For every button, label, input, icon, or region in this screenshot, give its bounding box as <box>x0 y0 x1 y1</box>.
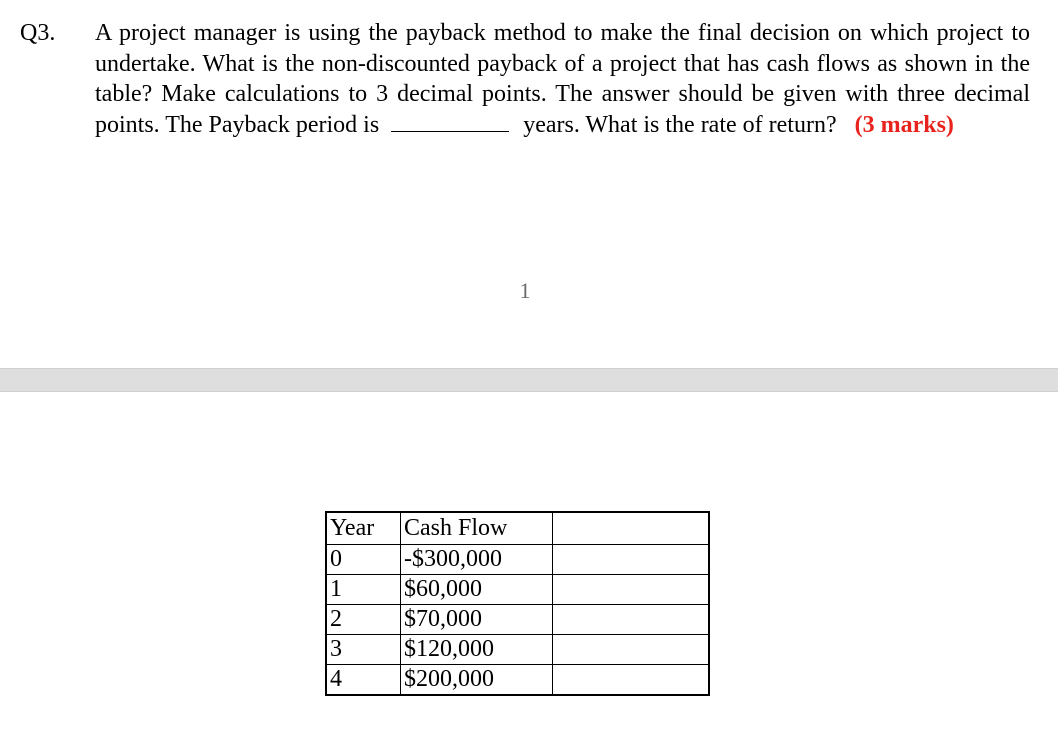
year-cell: 4 <box>326 665 401 696</box>
table-row <box>326 635 709 665</box>
header-cash-flow: Cash Flow <box>401 512 553 545</box>
empty-cell <box>553 575 710 605</box>
cash-flow-cell: $200,000 <box>401 665 553 696</box>
question-text <box>95 18 1030 140</box>
cash-flow-cell: $70,000 <box>401 605 553 635</box>
question-text-part1: A project manager is using the payback method to make the final decision on which project to undertake. What is the non-discounted payback of a project that has cash flows as shown in the table? Make calculations to 3 decimal points. The answer should be given with three decimal points. The Payback period is <box>95 20 1030 138</box>
table-row <box>326 665 709 696</box>
table-row <box>326 605 709 635</box>
page-number: 1 <box>519 278 531 303</box>
table-row <box>326 575 709 605</box>
page-separator <box>0 368 1058 392</box>
question-text-part2: years. What is the rate of return? <box>523 111 837 138</box>
cash-flow-cell: $60,000 <box>401 575 553 605</box>
header-year: Year <box>326 512 401 545</box>
table-row <box>326 545 709 575</box>
cash-flow-cell: $120,000 <box>401 635 553 665</box>
header-empty <box>553 512 710 545</box>
year-cell: 3 <box>326 635 401 665</box>
document-page-1 <box>0 0 1058 368</box>
year-cell: 2 <box>326 605 401 635</box>
empty-cell <box>553 665 710 696</box>
year-cell: 0 <box>326 545 401 575</box>
answer-blank <box>391 111 509 132</box>
year-cell: 1 <box>326 575 401 605</box>
marks-label: (3 marks) <box>854 111 954 138</box>
table-header-row <box>326 512 709 545</box>
cash-flow-table <box>325 511 710 696</box>
empty-cell <box>553 635 710 665</box>
question-number: Q3. <box>20 20 56 46</box>
cash-flow-cell: -$300,000 <box>401 545 553 575</box>
empty-cell <box>553 545 710 575</box>
empty-cell <box>553 605 710 635</box>
